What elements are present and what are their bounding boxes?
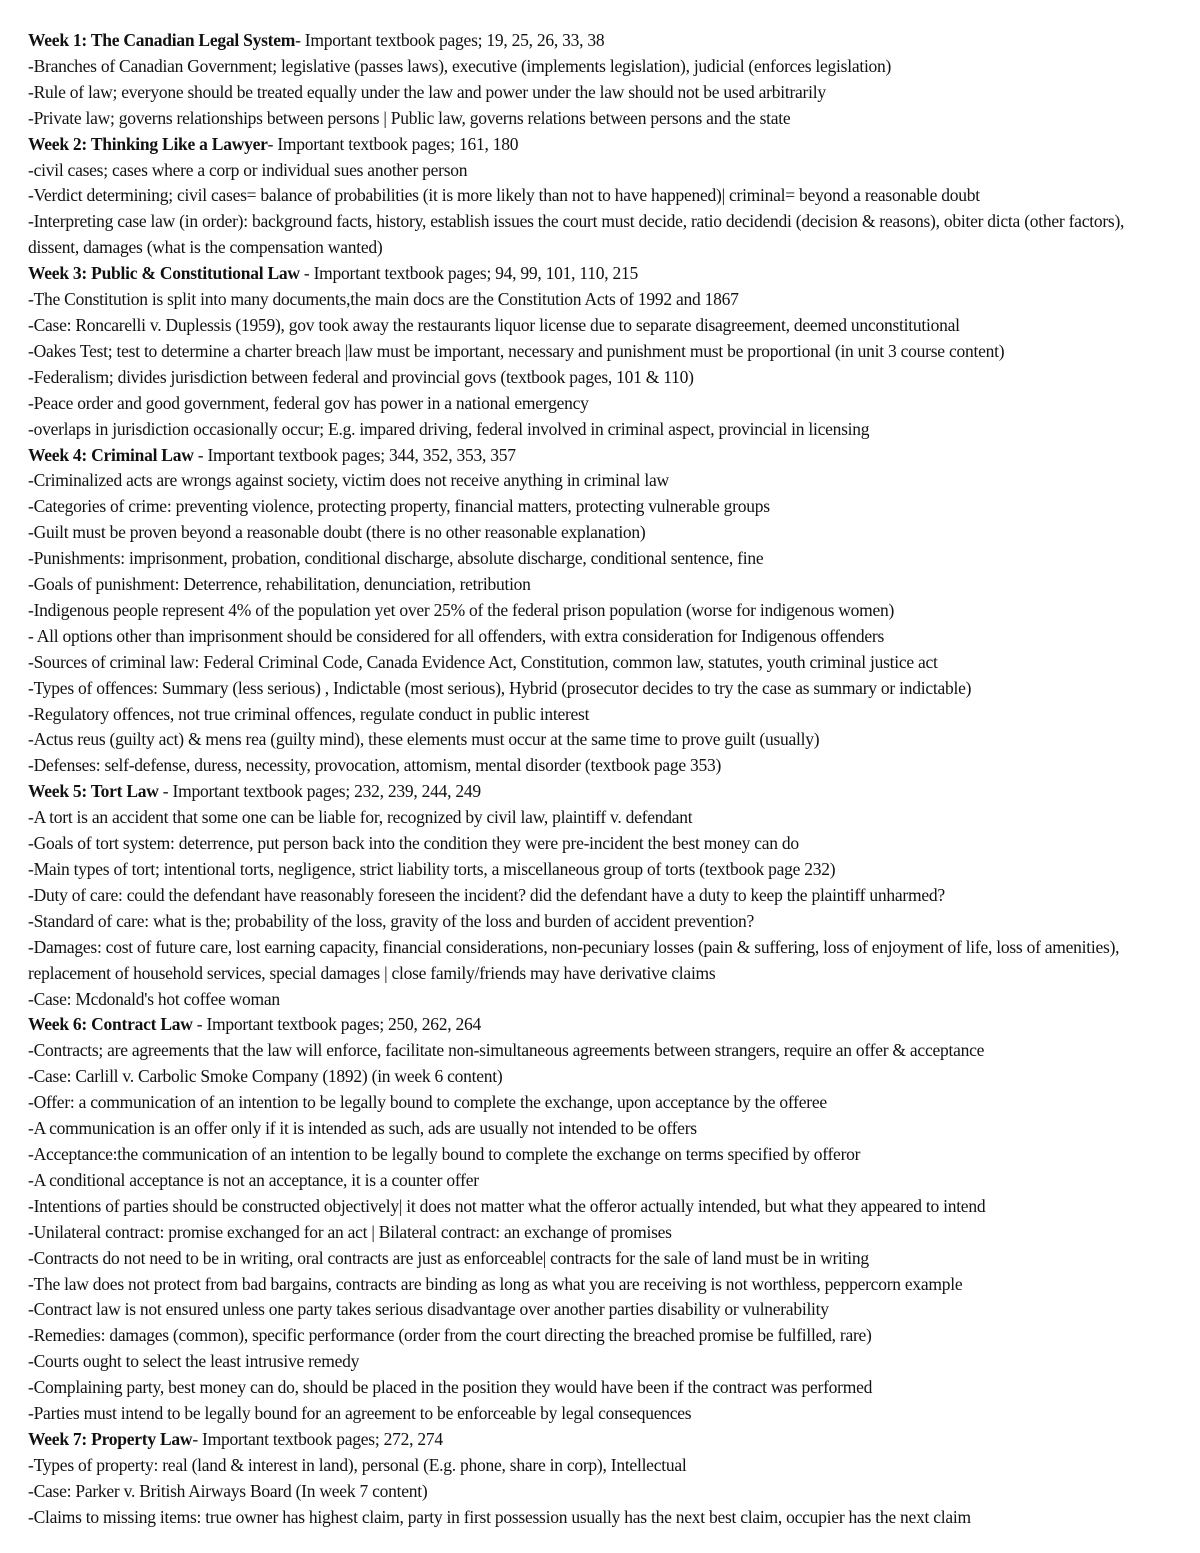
textbook-pages: - Important textbook pages; 19, 25, 26, 33, 38	[295, 30, 605, 50]
note-line: -Punishments: imprisonment, probation, conditional discharge, absolute discharge, conditional sentence, fine	[28, 548, 764, 569]
week-heading	[28, 132, 1172, 158]
note-line: -Branches of Canadian Government; legislative (passes laws), executive (implements legislation), judicial (enforces legislation)	[28, 55, 892, 76]
note-line: -The law does not protect from bad bargains, contracts are binding as long as what you are receiving is not worthless, peppercorn example	[28, 1273, 963, 1294]
note-line: -Rule of law; everyone should be treated equally under the law and power under the law should not be used arbitrarily	[28, 81, 826, 102]
note-line: -Actus reus (guilty act) & mens rea (guilty mind), these elements must occur at the same time to prove guilt (usually)	[28, 729, 820, 750]
note-line: -Goals of punishment: Deterrence, rehabilitation, denunciation, retribution	[28, 574, 531, 595]
textbook-pages: - Important textbook pages; 250, 262, 264	[192, 1014, 482, 1035]
week-title: Week 5: Tort Law	[28, 781, 159, 802]
note-line: -Contract law is not ensured unless one party takes serious disadvantage over another parties disability or vulnerability	[28, 1299, 829, 1320]
note-line: -Courts ought to select the least intrusive remedy	[28, 1351, 360, 1372]
week-heading	[28, 1427, 1172, 1453]
textbook-pages: - Important textbook pages; 344, 352, 353, 357	[193, 444, 516, 465]
textbook-pages: - Important textbook pages; 232, 239, 244, 249	[158, 781, 481, 802]
note-line: -Oakes Test; test to determine a charter breach |law must be important, necessary and punishment must be proportional (in unit 3 course content)	[28, 340, 1005, 361]
textbook-pages: - Important textbook pages; 94, 99, 101, 110, 215	[299, 263, 639, 284]
note-line: -Interpreting case law (in order): background facts, history, establish issues the court must decide, ratio decidendi (decision & reasons), obiter dicta (other factors), dissent, damages (what is the compensation wanted)	[28, 211, 1125, 258]
week-title: Week 1: The Canadian Legal System	[28, 30, 296, 50]
note-line: -Acceptance:the communication of an intention to be legally bound to complete the exchange on terms specified by offeror	[28, 1143, 861, 1164]
week-heading	[28, 1012, 1172, 1038]
week-title: Week 7: Property Law	[28, 1428, 193, 1449]
note-line: -Regulatory offences, not true criminal offences, regulate conduct in public interest	[28, 703, 590, 724]
note-line: -Goals of tort system: deterrence, put person back into the condition they were pre-incident the best money can do	[28, 833, 799, 854]
week-heading	[28, 261, 1172, 287]
note-line: -Defenses: self-defense, duress, necessity, provocation, attomism, mental disorder (textbook page 353)	[28, 755, 722, 776]
note-line: -Contracts do not need to be in writing, oral contracts are just as enforceable| contracts for the sale of land must be in writing	[28, 1247, 869, 1268]
note-line: -Case: Roncarelli v. Duplessis (1959), gov took away the restaurants liquor license due to separate disagreement, deemed unconstitutional	[28, 314, 960, 335]
note-line: - All options other than imprisonment should be considered for all offenders, with extra consideration for Indigenous offenders	[28, 625, 885, 646]
note-line: -Contracts; are agreements that the law will enforce, facilitate non-simultaneous agreements between strangers, require an offer & acceptance	[28, 1040, 985, 1061]
note-line: -Federalism; divides jurisdiction between federal and provincial govs (textbook pages, 101 & 110)	[28, 366, 694, 387]
week-title: Week 2: Thinking Like a Lawyer	[28, 133, 268, 154]
note-line: -overlaps in jurisdiction occasionally occur; E.g. impared driving, federal involved in criminal aspect, provincial in licensing	[28, 418, 870, 439]
textbook-pages: - Important textbook pages; 161, 180	[267, 133, 519, 154]
week-title: Week 3: Public & Constitutional Law	[28, 263, 300, 284]
week-title: Week 4: Criminal Law	[28, 444, 194, 465]
note-line: -Unilateral contract: promise exchanged for an act | Bilateral contract: an exchange of promises	[28, 1221, 672, 1242]
note-line: -Types of offences: Summary (less serious) , Indictable (most serious), Hybrid (prosecutor decides to try the case as summary or indictable)	[28, 677, 972, 698]
note-line: -Verdict determining; civil cases= balance of probabilities (it is more likely than not to have happened)| criminal= beyond a reasonable doubt	[28, 185, 980, 206]
note-line: -Standard of care: what is the; probability of the loss, gravity of the loss and burden of accident prevention?	[28, 910, 754, 931]
textbook-pages: - Important textbook pages; 272, 274	[192, 1428, 443, 1449]
note-line: -A conditional acceptance is not an acceptance, it is a counter offer	[28, 1169, 479, 1190]
note-line: -Offer: a communication of an intention to be legally bound to complete the exchange, upon acceptance by the offeree	[28, 1092, 827, 1113]
note-line: -Case: Mcdonald's hot coffee woman	[28, 988, 280, 1009]
week-heading	[28, 28, 1172, 54]
note-line: -Guilt must be proven beyond a reasonable doubt (there is no other reasonable explanation)	[28, 522, 646, 543]
note-line: -Case: Carlill v. Carbolic Smoke Company (1892) (in week 6 content)	[28, 1066, 503, 1087]
note-line: -Peace order and good government, federal gov has power in a national emergency	[28, 392, 589, 413]
note-line: -Parties must intend to be legally bound for an agreement to be enforceable by legal consequences	[28, 1403, 692, 1424]
note-line: -Intentions of parties should be constructed objectively| it does not matter what the offeror actually intended, but what they appeared to intend	[28, 1195, 986, 1216]
note-line: -Main types of tort; intentional torts, negligence, strict liability torts, a miscellaneous group of torts (textbook page 232)	[28, 859, 836, 879]
note-line: -A tort is an accident that some one can be liable for, recognized by civil law, plaintiff v. defendant	[28, 807, 693, 828]
note-line: -A communication is an offer only if it is intended as such, ads are usually not intended to be offers	[28, 1118, 697, 1139]
note-line: -Categories of crime: preventing violence, protecting property, financial matters, protecting vulnerable groups	[28, 496, 770, 517]
week-title: Week 6: Contract Law	[28, 1014, 193, 1035]
note-line: -Criminalized acts are wrongs against society, victim does not receive anything in criminal law	[28, 470, 669, 491]
note-line: -Complaining party, best money can do, should be placed in the position they would have been if the contract was performed	[28, 1377, 873, 1398]
note-line: -Claims to missing items: true owner has highest claim, party in first possession usually has the next best claim, occupier has the next claim	[28, 1506, 971, 1527]
note-line: -Indigenous people represent 4% of the population yet over 25% of the federal prison population (worse for indigenous women)	[28, 599, 895, 620]
week-heading	[28, 443, 1172, 469]
note-line: -Case: Parker v. British Airways Board (In week 7 content)	[28, 1480, 428, 1501]
note-line: -Damages: cost of future care, lost earning capacity, financial considerations, non-pecuniary losses (pain & suffering, loss of enjoyment of life, loss of amenities), replacement of household services, special damages | close family/friends may have derivative claims	[28, 936, 1120, 983]
note-line: -Types of property: real (land & interest in land), personal (E.g. phone, share in corp), Intellectual	[28, 1454, 687, 1475]
note-line: -Sources of criminal law: Federal Criminal Code, Canada Evidence Act, Constitution, common law, statutes, youth criminal justice act	[28, 651, 938, 672]
week-heading	[28, 779, 1172, 805]
note-line: -The Constitution is split into many documents,the main docs are the Constitution Acts of 1992 and 1867	[28, 289, 739, 310]
note-line: -civil cases; cases where a corp or individual sues another person	[28, 159, 468, 180]
note-line: -Private law; governs relationships between persons | Public law, governs relations between persons and the state	[28, 107, 791, 128]
note-line: -Remedies: damages (common), specific performance (order from the court directing the breached promise be fulfilled, rare)	[28, 1325, 872, 1346]
note-line: -Duty of care: could the defendant have reasonably foreseen the incident? did the defendant have a duty to keep the plaintiff unharmed?	[28, 884, 945, 905]
